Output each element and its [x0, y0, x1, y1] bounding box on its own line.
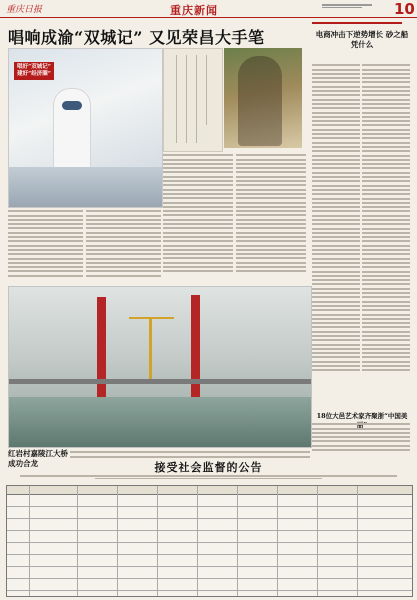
public-notice-title: 接受社会监督的公告 [154, 461, 263, 474]
table-column-divider [317, 486, 318, 596]
table-row [7, 506, 412, 507]
body-column-2 [86, 208, 161, 284]
river [9, 397, 311, 447]
table-header [7, 486, 412, 495]
portrait-figure [238, 56, 282, 146]
table-column-divider [77, 486, 78, 596]
table-column-divider [117, 486, 118, 596]
table-column-divider [237, 486, 238, 596]
byline-box [163, 48, 223, 152]
table-column-divider [157, 486, 158, 596]
bridge-deck [9, 379, 311, 384]
bridge-caption-text [70, 449, 310, 459]
body-column-4 [236, 152, 306, 284]
right-body-column-2 [362, 62, 410, 407]
table-row [7, 566, 412, 567]
construction-crane [149, 317, 152, 379]
lab-worker-visor [62, 101, 82, 110]
bridge-story-title: 红岩村嘉陵江大桥成功合龙 [8, 449, 68, 468]
bridge-photo [8, 286, 312, 448]
table-row [7, 530, 412, 531]
table-row [7, 554, 412, 555]
lab-bench [9, 167, 162, 207]
main-headline: 唱响成渝“双城记” 又见荣昌大手笔 [8, 28, 265, 47]
crane-boom [129, 317, 174, 319]
table-column-divider [197, 486, 198, 596]
series-badge: 唱好“双城记” 建好“经济圈” [14, 62, 54, 80]
table-row [7, 578, 412, 579]
right-column-banner [312, 20, 410, 24]
public-notice-intro [20, 474, 397, 480]
body-column-3 [163, 152, 233, 284]
right-body-column-1 [312, 62, 360, 407]
page-number: 10 [394, 0, 415, 18]
table-column-divider [29, 486, 30, 596]
newspaper-logo: 重庆日报 [6, 5, 43, 15]
right-headline: 电商冲击下逆势增长 砂之船凭什么 [315, 30, 409, 49]
right-headline-2: 18位大邑艺术家齐聚浙“中国美 [316, 412, 408, 420]
right-body-bottom [312, 421, 410, 455]
table-row [7, 590, 412, 591]
dateline [322, 3, 392, 9]
table-row [7, 542, 412, 543]
body-column-1 [8, 208, 83, 284]
table-column-divider [277, 486, 278, 596]
table-column-divider [357, 486, 358, 596]
table-row [7, 518, 412, 519]
portrait-photo [224, 48, 302, 148]
section-title: 重庆新闻 [170, 4, 218, 17]
public-notice-table [6, 485, 413, 597]
